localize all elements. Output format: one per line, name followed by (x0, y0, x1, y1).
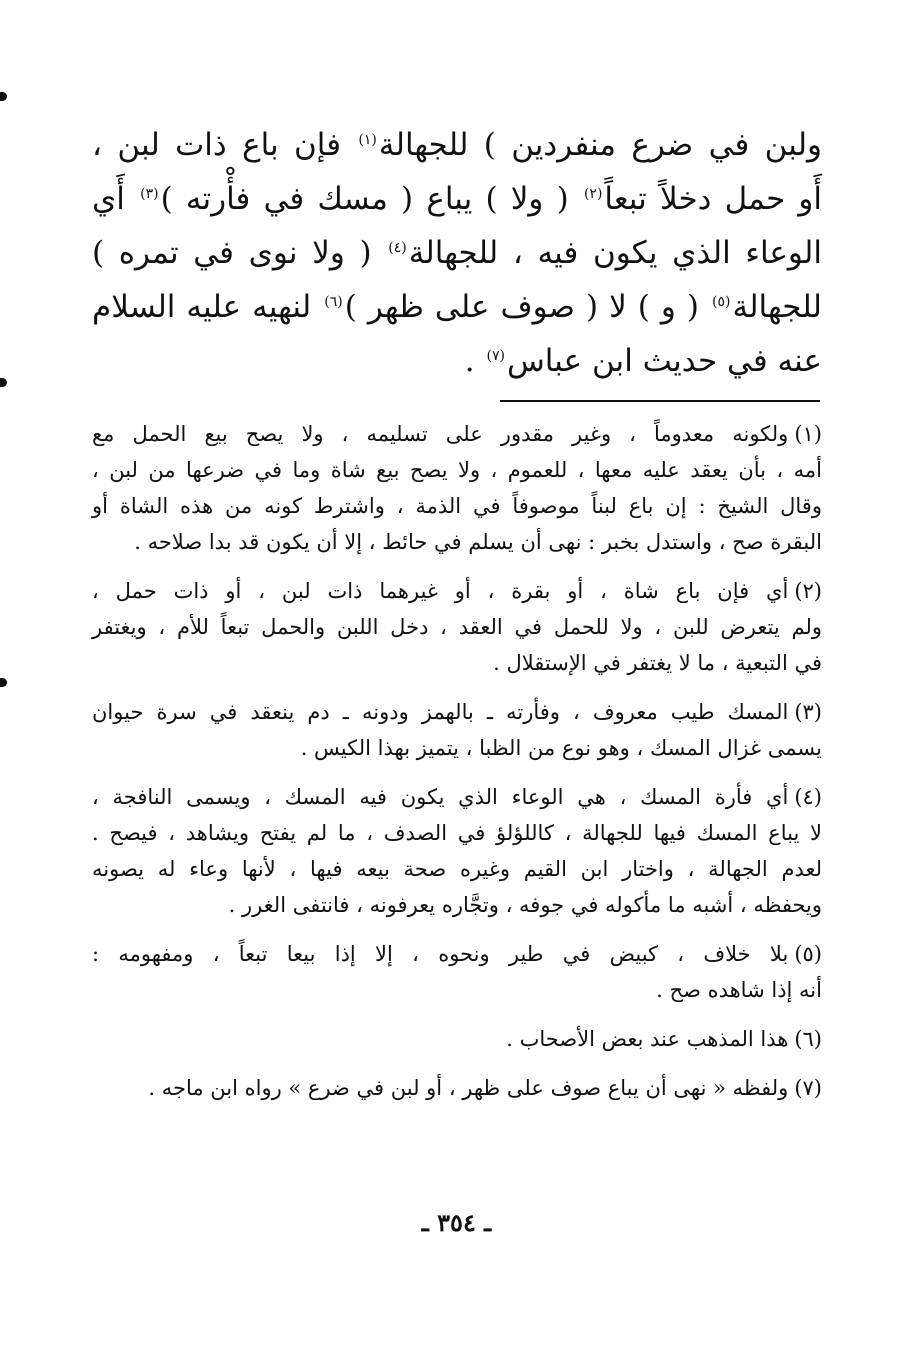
footnote-number: (٣) (794, 700, 822, 724)
footnote-line (92, 1070, 822, 1106)
main-text-segment: فإن باع ذات لبن ، (92, 127, 342, 163)
footnote-line (92, 936, 822, 972)
footnote-text: لا يباع المسك فيها للجهالة ، كاللؤلؤ في الصدف ، ما لم يفتح ويشاهد ، فيصح . (92, 821, 822, 845)
main-text-segment: ( و ) لا ( صوف على ظهر ) (344, 289, 699, 325)
footnote-reference: (٢) (583, 185, 603, 202)
footnote-text: في التبعية ، ما لا يغتفر في الإستقلال . (493, 651, 822, 675)
footnote-text: المسك طيب معروف ، وفأرته ـ بالهمز ودونه ـ دم ينعقد في سرة حيوان (92, 700, 789, 724)
scan-edge-mark (0, 678, 7, 687)
footnote (92, 1070, 822, 1106)
main-text-segment: عنه في حديث ابن عباس (506, 343, 822, 379)
footnote-text: بلا خلاف ، كبيض في طير ونحوه ، إلا إذا بيعا تبعاً ، ومفهومه : (92, 942, 789, 966)
page-number: ـ ٣٥٤ ـ (421, 1208, 492, 1237)
footnote-number: (٧) (794, 1076, 822, 1100)
footnote (92, 1021, 822, 1057)
footnote-line (92, 524, 822, 560)
footnote-reference: (١) (358, 131, 377, 148)
main-text-line (92, 226, 822, 280)
footnote-text: أي فأرة المسك ، هي الوعاء الذي يكون فيه المسك ، ويسمى النافجة ، (92, 785, 789, 809)
footnote-number: (٢) (794, 579, 822, 603)
footnote-line (92, 1021, 822, 1057)
footnote-reference: (٣) (140, 185, 159, 202)
footnote-reference: (٥) (712, 293, 731, 310)
footnote-line (92, 730, 822, 766)
footnote-text: البقرة صح ، واستدل بخبر : نهى أن يسلم في حائط ، إلا أن يكون قد بدا صلاحه . (134, 530, 822, 554)
main-text-segment: الوعاء الذي يكون فيه ، للجهالة (408, 235, 822, 271)
footnote-separator (500, 400, 820, 402)
main-text-segment: ( ولا نوى في تمره ) (92, 235, 372, 271)
footnote-reference: (٤) (388, 239, 407, 256)
footnote-line (92, 851, 822, 887)
footnote-reference: (٧) (486, 347, 505, 364)
footnote-line (92, 416, 822, 452)
footnote-line (92, 573, 822, 609)
footnote-line (92, 452, 822, 488)
footnote-line (92, 815, 822, 851)
footnote-text: وقال الشيخ : إن باع لبناً موصوفاً في الذمة ، واشترط كونه من هذه الشاة أو (92, 494, 822, 518)
main-text-segment: أَي (92, 181, 125, 217)
main-text-segment: للجهالة (732, 289, 822, 325)
footnote-text: أي فإن باع شاة ، أو بقرة ، أو غيرهما ذات لبن ، أو ذات حمل ، (92, 579, 789, 603)
footnote-number: (٦) (794, 1027, 822, 1051)
main-text-segment: . (464, 343, 475, 379)
footnote-line (92, 694, 822, 730)
main-text-line (92, 280, 822, 334)
footnote-line (92, 488, 822, 524)
footnote-reference: (٦) (324, 293, 343, 310)
scan-edge-mark (0, 92, 7, 101)
main-text-segment: ولبن في ضرع منفردين ) للجهالة (378, 127, 822, 163)
footnote-text: هذا المذهب عند بعض الأصحاب . (506, 1027, 789, 1051)
main-text-segment: أَو حمل دخلاً تبعاً (604, 181, 823, 217)
scan-edge-mark (0, 378, 7, 387)
footnote-line (92, 887, 822, 923)
footnote (92, 779, 822, 923)
footnote-number: (١) (794, 422, 822, 446)
footnote (92, 573, 822, 681)
footnote-line (92, 645, 822, 681)
footnote-text: ولكونه معدوماً ، وغير مقدور على تسليمه ، ولا يصح بيع الحمل مع (92, 422, 789, 446)
footnote (92, 936, 822, 1008)
footnote-text: لعدم الجهالة ، واختار ابن القيم وغيره صحة بيعه فيها ، لأنها وعاء له يصونه (92, 857, 822, 881)
footnote-line (92, 609, 822, 645)
footnote-number: (٤) (794, 785, 822, 809)
footnotes-section (92, 416, 822, 1119)
footnote-number: (٥) (794, 942, 822, 966)
footnote-text: ويحفظه ، أشبه ما مأكوله في جوفه ، وتجَّاره يعرفونه ، فانتفى الغرر . (228, 893, 822, 917)
footnote-text: ولفظه « نهى أن يباع صوف على ظهر ، أو لبن في ضرع » رواه ابن ماجه . (148, 1076, 789, 1100)
main-text-block (92, 118, 822, 388)
footnote-text: ولم يتعرض للبن ، ولا للحمل في العقد ، دخل اللبن والحمل تبعاً للأم ، ويغتفر (92, 615, 822, 639)
footnote (92, 694, 822, 766)
main-text-line (92, 334, 822, 388)
main-text-segment: ( ولا ) يباع ( مسك في فأْرته ) (160, 181, 569, 217)
footnote-text: أنه إذا شاهده صح . (656, 978, 822, 1002)
main-text-line (92, 172, 822, 226)
footnote-line (92, 779, 822, 815)
footnote (92, 416, 822, 560)
footnote-line (92, 972, 822, 1008)
main-text-segment: لنهيه عليه السلام (92, 289, 312, 325)
main-text-line (92, 118, 822, 172)
footnote-text: يسمى غزال المسك ، وهو نوع من الظبا ، يتميز بهذا الكيس . (300, 736, 822, 760)
footnote-text: أمه ، بأن يعقد عليه معها ، للعموم ، ولا يصح بيع شاة وما في ضرعها من لبن ، (92, 458, 822, 482)
